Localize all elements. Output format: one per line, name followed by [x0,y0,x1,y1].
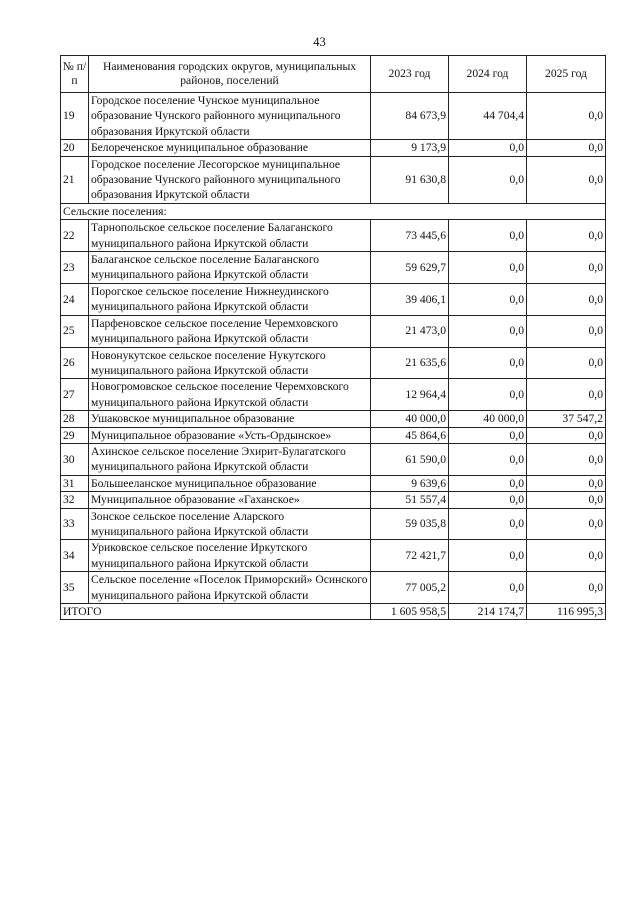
row-value-2023: 59 035,8 [371,508,449,540]
table-row [61,572,606,604]
row-name: Новогромовское сельское поселение Черемховского муниципального района Иркутской области [89,379,371,411]
row-number: 25 [61,315,89,347]
row-value-2023: 51 557,4 [371,492,449,508]
row-value-2024: 0,0 [449,475,527,491]
table-row [61,283,606,315]
row-value-2023: 77 005,2 [371,572,449,604]
row-name: Новонукутское сельское поселение Нукутского муниципального района Иркутской области [89,347,371,379]
row-value-2024: 44 704,4 [449,93,527,140]
table-row [61,315,606,347]
row-name: Муниципальное образование «Гаханское» [89,492,371,508]
row-value-2025: 0,0 [527,508,606,540]
row-value-2025: 0,0 [527,492,606,508]
table-body [61,93,606,604]
row-value-2024: 0,0 [449,492,527,508]
row-value-2024: 0,0 [449,572,527,604]
table-row [61,93,606,140]
header-name: Наименования городских округов, муниципальных районов, поселений [89,56,371,93]
total-row [61,604,606,620]
row-value-2023: 84 673,9 [371,93,449,140]
row-value-2024: 0,0 [449,379,527,411]
table-row [61,508,606,540]
header-2025: 2025 год [527,56,606,93]
row-name: Большееланское муниципальное образование [89,475,371,491]
row-value-2024: 0,0 [449,315,527,347]
table-row [61,427,606,443]
total-label: ИТОГО [61,604,371,620]
row-value-2024: 0,0 [449,252,527,284]
row-number: 27 [61,379,89,411]
row-name: Сельское поселение «Поселок Приморский» Осинского муниципального района Иркутской области [89,572,371,604]
table-row [61,156,606,203]
row-value-2024: 0,0 [449,508,527,540]
row-number: 20 [61,140,89,156]
table-header-row [61,56,606,93]
row-value-2023: 91 630,8 [371,156,449,203]
row-value-2024: 0,0 [449,443,527,475]
row-value-2023: 9 639,6 [371,475,449,491]
header-number: № п/п [61,56,89,93]
row-value-2025: 0,0 [527,252,606,284]
table-row [61,140,606,156]
row-value-2023: 45 864,6 [371,427,449,443]
total-2024: 214 174,7 [449,604,527,620]
total-2025: 116 995,3 [527,604,606,620]
row-value-2025: 0,0 [527,540,606,572]
row-value-2024: 0,0 [449,347,527,379]
header-2023: 2023 год [371,56,449,93]
row-name: Муниципальное образование «Усть-Ордынское» [89,427,371,443]
row-value-2024: 0,0 [449,156,527,203]
row-value-2023: 9 173,9 [371,140,449,156]
row-value-2024: 0,0 [449,540,527,572]
row-value-2023: 73 445,6 [371,220,449,252]
row-number: 32 [61,492,89,508]
row-value-2025: 0,0 [527,283,606,315]
row-name: Уриковское сельское поселение Иркутского муниципального района Иркутской области [89,540,371,572]
row-value-2023: 12 964,4 [371,379,449,411]
row-number: 30 [61,443,89,475]
row-number: 31 [61,475,89,491]
table-row [61,252,606,284]
row-value-2025: 0,0 [527,427,606,443]
table-row [61,411,606,427]
row-number: 24 [61,283,89,315]
row-value-2024: 0,0 [449,283,527,315]
row-value-2023: 59 629,7 [371,252,449,284]
row-value-2025: 0,0 [527,220,606,252]
row-name: Парфеновское сельское поселение Черемховского муниципального района Иркутской области [89,315,371,347]
row-value-2023: 72 421,7 [371,540,449,572]
row-name: Городское поселение Чунское муниципальное образование Чунского районного муниципального образования Иркутской области [89,93,371,140]
row-number: 34 [61,540,89,572]
row-value-2025: 0,0 [527,475,606,491]
row-value-2025: 0,0 [527,156,606,203]
table-row [61,492,606,508]
row-value-2024: 0,0 [449,427,527,443]
row-number: 19 [61,93,89,140]
row-value-2023: 39 406,1 [371,283,449,315]
row-value-2025: 0,0 [527,572,606,604]
row-value-2024: 0,0 [449,140,527,156]
row-name: Белореченское муниципальное образование [89,140,371,156]
table-row [61,379,606,411]
table-row [61,347,606,379]
row-name: Ушаковское муниципальное образование [89,411,371,427]
row-value-2023: 61 590,0 [371,443,449,475]
row-value-2023: 21 635,6 [371,347,449,379]
row-value-2025: 0,0 [527,347,606,379]
header-2024: 2024 год [449,56,527,93]
table-row [61,443,606,475]
row-value-2025: 0,0 [527,315,606,347]
row-name: Порогское сельское поселение Нижнеудинского муниципального района Иркутской области [89,283,371,315]
table-row [61,475,606,491]
row-value-2025: 0,0 [527,140,606,156]
row-number: 35 [61,572,89,604]
row-number: 29 [61,427,89,443]
row-value-2024: 0,0 [449,220,527,252]
row-value-2025: 0,0 [527,93,606,140]
row-number: 21 [61,156,89,203]
row-number: 26 [61,347,89,379]
row-name: Тарнопольское сельское поселение Балаганского муниципального района Иркутской области [89,220,371,252]
row-value-2025: 0,0 [527,379,606,411]
row-value-2024: 40 000,0 [449,411,527,427]
table-subheading-row [61,203,606,219]
row-number: 22 [61,220,89,252]
row-value-2025: 37 547,2 [527,411,606,427]
page-number: 43 [313,35,326,49]
budget-table [60,55,606,620]
subheading: Сельские поселения: [61,203,606,219]
row-name: Городское поселение Лесогорское муниципальное образование Чунского районного муниципального образования Иркутской области [89,156,371,203]
row-number: 28 [61,411,89,427]
total-2023: 1 605 958,5 [371,604,449,620]
row-number: 23 [61,252,89,284]
row-number: 33 [61,508,89,540]
row-value-2025: 0,0 [527,443,606,475]
row-name: Зонское сельское поселение Аларского муниципального района Иркутской области [89,508,371,540]
row-name: Балаганское сельское поселение Балаганского муниципального района Иркутской области [89,252,371,284]
row-name: Ахинское сельское поселение Эхирит-Булагатского муниципального района Иркутской области [89,443,371,475]
row-value-2023: 40 000,0 [371,411,449,427]
row-value-2023: 21 473,0 [371,315,449,347]
table-row [61,540,606,572]
table-row [61,220,606,252]
